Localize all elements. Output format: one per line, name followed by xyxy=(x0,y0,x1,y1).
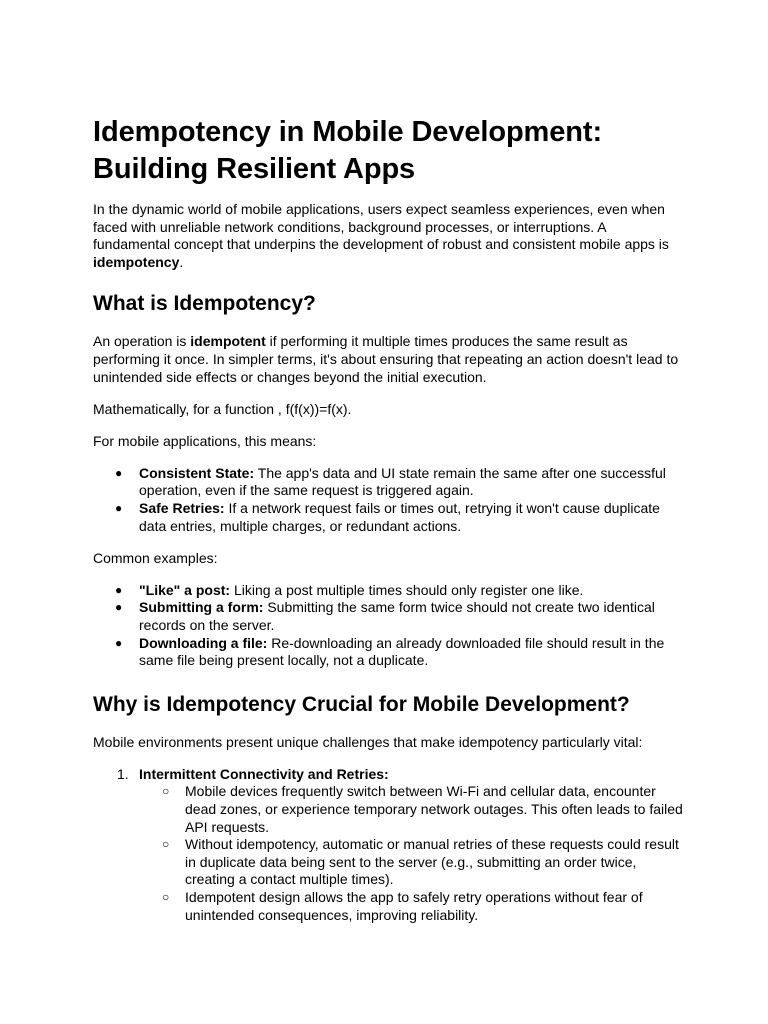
sub-list-item-text: Mobile devices frequently switch between Wi-Fi and cellular data, encounter dead zones, or experience temporary network outages. This often leads to failed API requests. xyxy=(185,783,683,835)
definition-text-end: if performing it multiple times produces the same result as performing it once. In simpler terms, it's about ensuring that repeating an action doesn't lead to unintended side effects or changes beyond the initial execution. xyxy=(93,333,679,385)
list-item xyxy=(93,635,683,670)
list-item-label: Safe Retries: xyxy=(139,500,225,517)
examples-paragraph: Common examples: xyxy=(93,549,218,566)
list-item-label: Submitting a form: xyxy=(139,599,264,616)
list-item-text: Re-downloading an already downloaded file should result in the same file being present locally, not a duplicate. xyxy=(139,634,665,669)
sub-list xyxy=(139,783,683,924)
sub-list-item-text: Without idempotency, automatic or manual retries of these requests could result in duplicate data being sent to the server (e.g., submitting an order twice, creating a contact multiple times). xyxy=(185,836,679,888)
list-item-text: Liking a post multiple times should only register one like. xyxy=(230,581,584,598)
list-item-label: Intermittent Connectivity and Retries: xyxy=(139,765,389,782)
list-number: 1. xyxy=(117,765,129,782)
section-heading-why-crucial: Why is Idempotency Crucial for Mobile Development? xyxy=(93,692,630,716)
bullet-icon: ● xyxy=(115,465,123,480)
list-item-label: Consistent State: xyxy=(139,464,255,481)
list-item xyxy=(93,599,683,634)
definition-paragraph xyxy=(93,333,683,386)
sub-list-item xyxy=(139,836,683,889)
challenges-list xyxy=(93,766,683,924)
bullet-icon: ● xyxy=(115,600,123,615)
list-item-text: The app's data and UI state remain the same after one successful operation, even if the same request is triggered again. xyxy=(139,464,666,499)
list-item xyxy=(93,766,683,924)
sub-list-item xyxy=(139,783,683,836)
list-item xyxy=(93,465,683,500)
document-page xyxy=(93,114,683,924)
bullet-icon: ● xyxy=(115,501,123,516)
math-paragraph: Mathematically, for a function , f(f(x))=f(x). xyxy=(93,400,352,417)
bullet-icon: ● xyxy=(115,582,123,597)
section-heading-what-is: What is Idempotency? xyxy=(93,292,316,316)
intro-text-end: . xyxy=(179,253,184,270)
meaning-list xyxy=(93,465,683,535)
intro-paragraph xyxy=(93,201,683,271)
sub-list-item-text: Idempotent design allows the app to safely retry operations without fear of unintended consequences, improving reliability. xyxy=(185,889,643,923)
document-title: Idempotency in Mobile Development: Building Resilient Apps xyxy=(93,116,602,185)
intro-bold-term: idempotency xyxy=(93,253,180,270)
definition-bold-term: idempotent xyxy=(190,333,266,350)
bullet-icon: ● xyxy=(115,635,123,650)
definition-text-start: An operation is xyxy=(93,333,191,350)
circle-bullet-icon: ○ xyxy=(162,784,170,799)
list-item-text: If a network request fails or times out, retrying it won't cause duplicate data entries, multiple charges, or redundant actions. xyxy=(139,500,660,534)
list-item xyxy=(93,500,683,535)
circle-bullet-icon: ○ xyxy=(162,837,170,852)
list-item-label: "Like" a post: xyxy=(139,581,231,598)
mobile-meaning-paragraph: For mobile applications, this means: xyxy=(93,432,317,449)
list-item-text: Submitting the same form twice should not create two identical records on the server. xyxy=(139,599,655,633)
sub-list-item xyxy=(139,889,683,924)
list-item-label: Downloading a file: xyxy=(139,634,268,651)
circle-bullet-icon: ○ xyxy=(162,890,170,905)
challenges-paragraph: Mobile environments present unique challenges that make idempotency particularly vital: xyxy=(93,733,643,750)
intro-text: In the dynamic world of mobile applications, users expect seamless experiences, even when faced with unreliable network conditions, background processes, or interruptions. A fundamental concept that underpins the development of robust and consistent mobile apps is xyxy=(93,201,669,253)
list-item xyxy=(93,582,683,600)
examples-list xyxy=(93,582,683,670)
